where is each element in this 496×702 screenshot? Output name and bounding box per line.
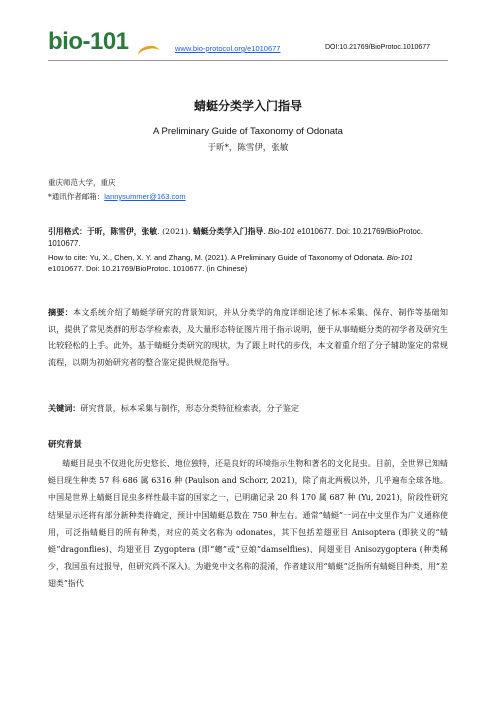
header-doi: DOI:10.21769/BioProtoc.1010677	[325, 44, 431, 51]
section-heading-background: 研究背景	[48, 440, 83, 450]
citation-chinese: 引用格式：于昕，陈雪伊，张敏. (2021). 蜻蜓分类学入门指导. Bio-101 e1010677. Doi: 10.21769/BioProtoc. 1010677.	[48, 227, 423, 248]
keywords-label: 关键词：	[48, 403, 81, 413]
citation-authors: 于昕，陈雪伊，张敏	[86, 227, 158, 236]
affiliation: 重庆师范大学，重庆	[48, 178, 116, 187]
page-header	[0, 0, 496, 70]
citation-tail: e1010677. Doi: 10.21769/BioProtoc. 1010677.	[48, 227, 423, 248]
citation-title: 蜻蜓分类学入门指导	[193, 227, 264, 236]
logo-text: bio-101	[48, 28, 129, 55]
author-list: 于昕*，陈雪伊，张敏	[207, 143, 289, 153]
abstract-text: 本文系统介绍了蜻蜓学研究的背景知识，并从分类学的角度详细论述了标本采集、保存、制作等基础知识，提供了常见类群的形态学检索表，及大量形态特征图片用于指示说明，便于从事蜻蜓分类的初学者及研究生比较轻松的上手。此外，基于蜻蜓分类研究的现状，为了跟上时代的步伐，本文着重介绍了分子辅助鉴定的常规流程，以期为初始研究者的整合鉴定提供规范指导。	[48, 307, 448, 367]
email-link[interactable]: lannysummer@163.com	[104, 192, 186, 201]
corresponding-email-line	[48, 191, 186, 202]
citation-english	[48, 252, 448, 274]
body-paragraph: 蜻蜓目昆虫不仅进化历史悠长、地位独特，还是良好的环境指示生物和著名的文化昆虫。目前，全世界已知蜻蜓目现生种类 57 科 686 属 6316 种 (Paulson and Schorr, 2021)，除了南北两极以外，几乎遍布全球各地。中国是世界上蜻蜓目昆虫多样性最丰富的国家之一，已明确记录 20 科 170 属 687 种 (Yu, 2021)，阶段性研究结果显示还将有部分新种类待确定，预计中国蜻蜓总数在 750 种左右。通常“蜻蜓”一词在中文里作为广义通称使用，可泛指蜻蜓目的所有种类，对应的英文名称为 odonates，其下包括差翅亚目 Anisoptera (即狭义的“蜻蜓”dragonflies)、均翅亚目 Zygoptera (即“蟌”或“豆娘”damselflies)、间翅亚目 Anisozygoptera (种类稀少，我国虽有过报导，但研究尚不深入)。为避免中文名称的混淆，作者建议用“蜻蜓”泛指所有蜻蜓目种类，用“差翅类”指代	[48, 459, 448, 589]
citation-en-tail: e1010677. Doi: 10.21769/BioProtoc. 1010677. (in Chinese)	[48, 264, 248, 273]
journal-url-link[interactable]: www.bio-protocol.org/e1010677	[175, 44, 281, 53]
citation-en-journal: Bio-101	[386, 253, 414, 262]
citation-journal: Bio-101	[268, 227, 296, 236]
abstract-label: 摘要：	[48, 307, 74, 317]
email-prefix: *通讯作者邮箱：	[48, 192, 105, 201]
title-chinese: 蜻蜓分类学入门指导	[193, 99, 302, 113]
citation-year: . (2021).	[157, 227, 193, 236]
keywords-line	[48, 403, 448, 414]
citation-label: 引用格式：	[48, 227, 87, 236]
citation-en-main: How to cite: Yu, X., Chen, X. Y. and Zhang, M. (2021). A Preliminary Guide of Taxonomy of Odonata.	[48, 253, 387, 262]
abstract-paragraph	[48, 304, 448, 370]
keywords-text: 研究背景，标本采集与制作，形态分类特征检索表，分子鉴定	[80, 403, 299, 413]
header-divider	[48, 60, 448, 61]
title-english: A Preliminary Guide of Taxonomy of Odonata	[153, 126, 343, 137]
